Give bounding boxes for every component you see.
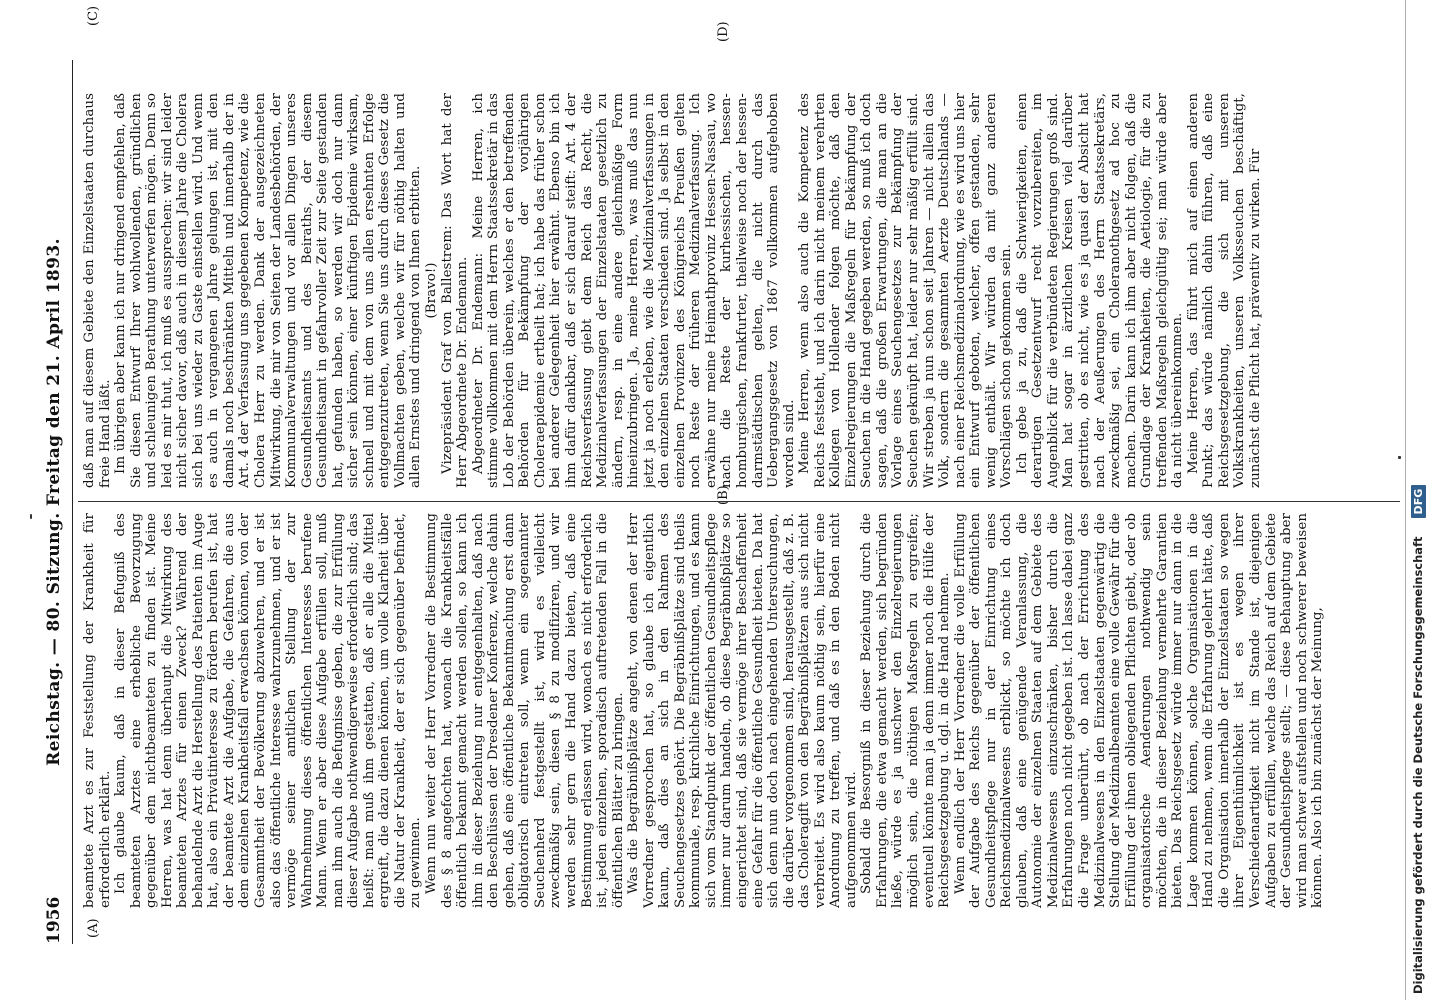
margin-marker-a: (A) — [86, 918, 101, 938]
paragraph: Ich glaube kaum, daß in dieser Befugniß des beamteten Arztes eine erhebliche Bevorzugung gegenüber dem nichtbeamteten zu finden ist. Meine Herren, was hat denn überhaupt die Mitwirkung des beamteten Arztes für einen Zweck? Während der behandelnde Arzt die Herstellung des Patienten im Auge hat, also ein Privatinteresse zu fördern berufen ist, hat der beamtete Arzt die Aufgabe, die Gefahren, die aus dem einzelnen Krankheitsfall erwachsen können, von der Gesammtheit der Bevölkerung abzuwehren, und er ist also das öffentliche Interesse wahrzunehmen, und er ist vermöge seiner amtlichen Stellung der zur Wahrnehmung dieses öffentlichen Interesses berufene Mann. Wenn er aber diese Aufgabe erfüllen soll, muß man ihm auch die Befugnisse geben, die zur Erfüllung dieser Aufgabe nothwendigerweise erforderlich sind; das heißt: man muß ihm gestatten, daß er alle die Mittel ergreift, die dazu dienen können, um volle Klarheit über die Natur der Krankheit, der er sich gegenüber befindet, zu gewinnen. — [113, 513, 424, 908]
session-title: Reichstag. — 80. Sitzung. Freitag den 21. April 1893. — [44, 238, 64, 766]
credit-text: Digitalisierung gefördert durch die Deutsche Forschungsgemeinschaft — [1411, 536, 1425, 994]
speaker-paragraph: Abgeordneter Dr. Endemann: Meine Herren, ich stimme vollkommen mit dem Herrn Staatssekretär in das Lob der Behörden überein, welches er den betreffenden Behörden für Bekämpfung der vorjährigen Choleraepidemie ertheilt hat; ich habe das früher schon bei anderer Gelegenheit hier erwähnt. Ebenso bin ich ihm dafür dankbar, daß er sich darauf steift: Art. 4 der Reichsverfassung giebt dem Reich das Recht, die Medizinalverfassungen der Einzelstaaten gesetzlich zu ändern, resp. in eine andere gleichmäßige Form hineinzubringen. Ja, meine Herren, was muß das nun jetzt ja noch erleben, wie die Medizinalverfassungen in den einzelnen Staaten verschieden sind. Ja selbst in den einzelnen Provinzen des Königreichs Preußen gelten noch Reste der früheren Medizinalverfassung. Ich erwähne nur meine Heimathprovinz Hessen-Nassau, wo nach die Reste der kurhessischen, hessen-homburgischen, frankfurter, theilweise noch der hessen-darmstädtischen gelten, die nicht durch das Uebergangsgesetz von 1867 vollkommen aufgehoben worden sind. — [470, 93, 797, 488]
margin-marker-b: (B) — [716, 485, 731, 505]
margin-marker-c: (C) — [86, 5, 101, 26]
paragraph: Im übrigen aber kann ich nur dringend empfehlen, daß Sie diesen Entwurf Ihrer wohlwollenden, gründlichen und schleunigen Berathung unterwerfen mögen. Denn so leid es mir thut, ich muß es aussprechen: wir sind leider nicht sicher davor, daß auch in diesem Jahre die Cholera sich bei uns wieder zu Gaste einstellen wird. Und wenn es auch in vergangenen Jahre gelungen ist, mit den damals noch beschränkten Mitteln und innerhalb der in Art. 4 der Verfassung uns gegebenen Kompetenz, wie die Cholera Herr zu werden. Dank der ausgezeichneten Mitwirkung, die mir von Seiten der Landesbehörden, der Kommunalverwaltungen und vor allen Dingen unseres Gesundheitsamts und des Beiraths, der diesem Gesundheitsamt in gefahrvoller Zeit zur Seite gestanden hat, gefunden haben, so werden wir doch nur dann sicher sein können, einer künftigen Epidemie wirksam, schnell und mit dem von uns allen ersehnten Erfolge entgegenzutreten, wenn Sie uns durch dieses Gesetz die Vollmachten geben, welche wir für nöthig halten und allen Ernstes und dringend von Ihnen erbitten. — [113, 93, 424, 488]
right-text-column — [82, 93, 1404, 488]
speaker-paragraph: Vizepräsident Graf von Ballestrem: Das Wort hat der Herr Abgeordnete Dr. Endemann. — [439, 93, 471, 488]
digitization-credit-strip — [1404, 0, 1432, 1000]
left-text-column — [82, 513, 1404, 908]
applause-note: (Bravo!) — [424, 262, 440, 319]
paragraph: Ich gebe ja zu, daß die Schwierigkeiten, einen derartigen Gesetzentwurf recht vorzubereiten, im Augenblick für die verbündeten Regierungen groß sind. Man hat sogar in ärztlichen Kreisen viel darüber gestritten, ob es nicht, wie es ja quasi der Absicht hat nach der Aeußerungen des Herrn Staatssekretärs, zweckmäßig sei, ein Choleranothgesetz ad hoc zu machen. Darin kann ich ihm aber nicht folgen, daß die Grundlage der Krankheiten, die Aetiologie, für die zu treffenden Maßregeln gleichgültig sei; man würde aber da nicht übereinkommen. — [1014, 93, 1186, 488]
scan-speck — [30, 514, 32, 519]
page-number: 1956 — [44, 896, 64, 944]
paragraph: Was die Begräbnißplätze angeht, von denen der Herr Vorredner gesprochen hat, so glaube ich eigentlich kaum, daß dies an sich in den Rahmen des Seuchengesetzes gehört. Die Begräbnißplätze sind theils kommunale, resp. kirchliche Einrichtungen, und es kann sich vom Standpunkt der öffentlichen Gesundheitspflege immer nur darum handeln, ob diese Begräbnißplätze so eingerichtet sind, daß sie vermöge ihrer Beschaffenheit eine Gefahr für die öffentliche Gesundheit bieten. Da hat sich denn nun doch nach eingehenden Untersuchungen, die darüber vorgenommen sind, herausgestellt, daß z. B. das Choleragift von den Begräbnißplätzen aus sich nicht verbreitet. Es wird also kaum nöthig sein, hierfür eine Anordnung zu treffen, und daß es in den Boden nicht aufgenommen wird. — [626, 513, 859, 908]
paragraph: beamtete Arzt es zur Feststellung der Krankheit für erforderlich erklärt. — [82, 513, 113, 908]
header-rule — [72, 60, 73, 944]
paragraph: Sobald die Besorgniß in dieser Beziehung durch die Erfahrungen, die etwa gemacht werden, sich begründen ließe, würde es ja unschwer den Einzelregierungen möglich sein, die nöthigen Maßregeln zu ergreifen; eventuell könnte man ja denn immer noch die Hülfe der Reichsgesetzgebung u. dgl. in die Hand nehmen. — [859, 513, 953, 908]
column-divider — [78, 501, 1400, 502]
scan-speck — [1398, 456, 1401, 459]
paragraph: Wenn endlich der Herr Vorredner die volle Erfüllung der Aufgabe des Reichs gegenüber der öffentlichen Gesundheitspflege nur in der Einrichtung eines Reichsmedizinalwesens erblickt, so möchte ich doch glauben, daß eine genügende Veranlassung, die Autonomie der einzelnen Staaten auf dem Gebiete des Medizinalwesens einzuschränken, bisher durch die Erfahrungen noch nicht gegeben ist. Ich lasse dabei ganz die Frage unberührt, ob nach der Errichtung des Medizinalwesens in den Einzelstaaten gegenwärtig die Stellung der Medizinalbeamten eine volle Gewähr für die Erfüllung der ihnen obliegenden Pflichten giebt, oder ob organisatorische Aenderungen nothwendig sein möchten, die in dieser Beziehung vermehrte Garantien bieten. Das Reichsgesetz würde immer nur dann in die Lage kommen können, solche Organisationen in die Hand zu nehmen, wenn die Erfahrung gelehrt hätte, daß die Organisation innerhalb der Einzelstaaten so wegen ihrer Eigenthümlichkeit ist es wegen ihrer Verschiedenartigkeit nicht im Stande ist, diejenigen Aufgaben zu erfüllen, welche das Reich auf dem Gebiete der Gesundheitspflege stellt; — diese Behauptung aber wird man schwer aufstellen und noch schwerer beweisen können. Also ich bin zunächst der Meinung, — [952, 513, 1326, 908]
paragraph: Wenn nun weiter der Herr Vorredner die Bestimmung des § 8 angefochten hat, wonach die Krankheitsfälle öffentlich bekannt gemacht werden sollen, so kann ich ihm in dieser Beziehung nur entgegenhalten, daß nach den Beschlüssen der Dresdener Konferenz, welche dahin gehen, daß eine öffentliche Bekanntmachung erst dann obligatorisch eintreten soll, wenn ein sogenannter Seuchenherd festgestellt ist, wird es vielleicht zweckmäßig sein, diesen § 8 zu modifiziren, und wir werden sehr gern die Hand dazu bieten, daß eine Bestimmung erlassen wird, wonach es nicht erforderlich ist, jeden einzelnen, sporadisch auftretenden Fall in die öffentlichen Blätter zu bringen. — [424, 513, 626, 908]
margin-marker-d: (D) — [716, 21, 731, 42]
paragraph: daß man auf diesem Gebiete den Einzelstaaten durchaus freie Hand läßt. — [82, 93, 113, 488]
running-header — [38, 60, 72, 944]
paragraph: Meine Herren, wenn also auch die Kompetenz des Reichs feststeht, und ich darin nicht meinem verehrten Kollegen von Hollender folgen möchte, daß den Einzelregierungen die Maßregeln für Bekämpfung der Seuchen in die Hand gegeben werden, so muß ich doch sagen, daß die großen Erwartungen, die man an die Vorlage eines Seuchengesetzes zur Bekämpfung der Seuchen geknüpft hat, leider nur sehr mäßig erfüllt sind. Wir streben ja nun schon seit Jahren — nicht allein das Volk, sondern die gesammten Aerzte Deutschlands — nach einer Reichsmedizinalordnung, wie es wird uns hier ein Entwurf geboten, welcher, offen gestanden, sehr wenig enthält. Wir würden da mit ganz anderen Vorschlägen schon gekommen sein. — [797, 93, 1015, 488]
dfg-logo: DFG — [1411, 485, 1426, 519]
paragraph: Meine Herren, das führt mich auf einen anderen Punkt; das würde nämlich dahin führen, daß eine Reichsgesetzgebung, die sich mit unseren Volkskrankheiten, unseren Volksseuchen beschäftigt, zunächst die Pflicht hat, präventiv zu wirken. Für — [1185, 93, 1264, 488]
